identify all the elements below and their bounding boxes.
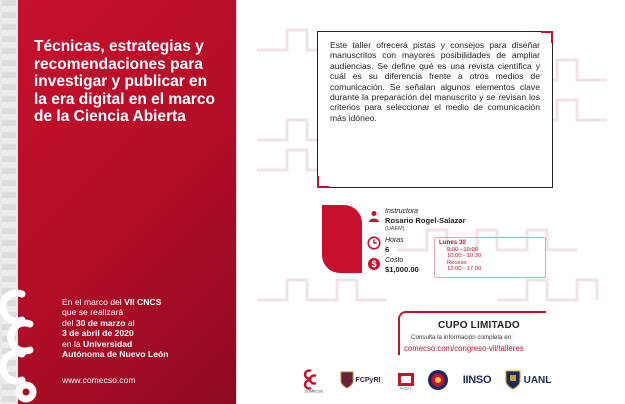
schedule-slot-2: 10:00 - 10:30 — [447, 253, 482, 260]
iinso-logo — [456, 367, 498, 393]
seal-icon — [427, 369, 449, 391]
corner-accent-bottom-left — [317, 176, 329, 188]
uanl-logo-text: UANL — [523, 374, 552, 386]
corner-accent-top-right — [541, 31, 553, 43]
event-congress-name: VII CNCS — [124, 297, 162, 307]
event-line5-pre: en la — [62, 338, 84, 349]
fcpyri-logo-text: FCPyRI — [355, 376, 381, 384]
cupo-subtitle: Consulta la información completa en: — [411, 334, 513, 341]
event-venue-1: Universidad — [83, 338, 133, 349]
uanl-logo — [502, 367, 554, 393]
cost-value: $1,000.00 — [385, 265, 419, 274]
hours-label: Horas — [385, 237, 404, 244]
event-line3-post: al — [125, 317, 135, 328]
cupo-link[interactable]: comecso.com/congreso-vii/talleres — [404, 344, 524, 353]
cupo-title: CUPO LIMITADO — [438, 320, 520, 331]
comecso-logo-icon — [301, 367, 327, 393]
schedule-box — [434, 237, 546, 278]
facdyc-logo-text: FACDYC — [399, 386, 413, 390]
event-venue-2: Autónoma de Nuevo León — [62, 349, 169, 360]
instructor-name: Rosario Rogel-Salazar — [385, 216, 466, 225]
cost-label: Costo — [385, 257, 404, 264]
left-panel — [0, 0, 236, 404]
dollar-icon — [367, 257, 381, 271]
facdyc-logo-icon — [396, 370, 416, 390]
description-box — [317, 31, 553, 188]
iinso-logo-text: IINSO — [462, 374, 492, 386]
description-text: Este taller ofrecerá pistas y consejos para diseñar manuscritos con mayores posibilidades de ampliar audiencias. Se define qué es una revista científica y cuál es su diferencia frente a otros medios de comunicación. Se señalan algunos elementos clave durante la preparación del manuscrito y se revisan los criterios para seleccionar el medio de comunicación más idóneo. — [330, 40, 540, 123]
schedule-break: Receso — [447, 259, 467, 266]
event-start-date: 30 de marzo — [75, 317, 126, 328]
person-icon — [368, 210, 380, 222]
comecso-logo-text: COMECSO — [304, 389, 324, 393]
event-line3-pre: del — [62, 317, 76, 328]
university-seal-logo — [424, 367, 452, 393]
event-line1-pre: En el marco del — [62, 297, 125, 307]
schedule-slot-1: 9:00 - 10:00 — [447, 246, 478, 253]
event-line2: que se realizará — [62, 307, 124, 318]
event-details — [62, 297, 232, 359]
schedule-day: Lunes 30 — [439, 239, 466, 246]
comecso-logo — [300, 367, 328, 393]
facdyc-logo — [392, 367, 420, 393]
comecso-rings-logo — [0, 280, 58, 404]
svg-text:$: $ — [371, 259, 377, 270]
instructor-label: Instructora — [385, 208, 419, 215]
uanl-shield-icon — [505, 370, 521, 390]
fcpyri-logo — [335, 367, 385, 393]
workshop-title: Técnicas, estrategias y recomendaciones para investigar y publicar en la era digital en el marco de la Ciencia Abierta — [34, 38, 215, 125]
red-accent-tab — [322, 205, 362, 273]
clock-icon — [367, 236, 381, 250]
event-end-date: 3 de abril de 2020 — [62, 328, 134, 339]
website-link[interactable]: www.comecso.com — [62, 375, 136, 385]
schedule-slot-3: 12:00 - 17:00 — [447, 266, 482, 273]
fcpyri-shield-icon — [340, 371, 354, 389]
hours-value: 6 — [385, 245, 390, 254]
instructor-affiliation: (UAEM) — [385, 226, 405, 232]
